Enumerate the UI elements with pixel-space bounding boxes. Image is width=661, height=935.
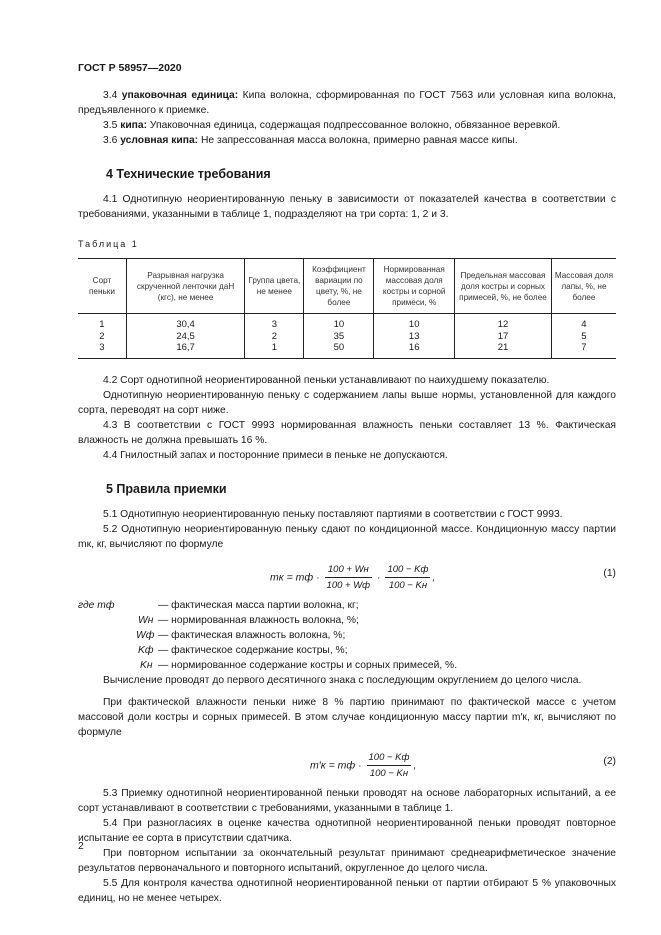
- table-cell: 1: [99, 319, 105, 330]
- term: кипа:: [120, 120, 148, 131]
- table-row: [78, 331, 616, 343]
- legend-line: [78, 658, 616, 673]
- punctuation: ,: [432, 570, 436, 583]
- formula-number: (2): [603, 755, 616, 767]
- term: условная кипа:: [120, 135, 199, 146]
- operator: ·: [377, 570, 381, 583]
- table-cell: 2: [99, 330, 105, 342]
- table-cell: 3: [78, 342, 126, 358]
- table-header-row: [78, 259, 616, 314]
- table-cell: 10: [304, 314, 374, 331]
- table-cell: 17: [455, 331, 552, 343]
- quality-table: [78, 258, 616, 359]
- numerator: 100 + Wн: [325, 562, 373, 578]
- table-cell: 4: [551, 314, 616, 331]
- table-cell: 24,5: [126, 331, 244, 343]
- table-header: Предельная массовая доля костры и сорных примесей, %, не более: [455, 259, 552, 314]
- symbol: где mф: [78, 599, 115, 611]
- denominator: 100 − Kн: [388, 579, 428, 591]
- paragraph: 5.1 Однотипную неориентированную пеньку поставляют партиями в соответствии с ГОСТ 9993.: [103, 508, 563, 520]
- paragraph: 5.5 Для контроля качества однотипной неориентированной пеньки от партии отбирают 5 % упаковочных единиц, но не менее четырех.: [78, 877, 616, 904]
- paragraph: 4.2 Сорт однотипной неориентированной пеньки устанавливают по наихудшему показателю.: [103, 374, 550, 386]
- table-cell: 7: [551, 342, 616, 358]
- paragraph: 5.4 При разногласиях в оценке качества однотипной неориентированной пеньки проводят повторное испытание ее сорта в присутствии сдатчика.: [78, 817, 616, 844]
- legend-line: [78, 643, 616, 658]
- document-header: ГОСТ Р 58957—2020: [78, 62, 182, 74]
- paragraph: 5.3 Приемку однотипной неориентированной пеньки проводят на основе лабораторных испытаний, а ее сорт устанавливают в соответствии с требованиями, указанными в таблице 1.: [78, 787, 616, 814]
- fraction: [325, 562, 373, 593]
- section-4-heading: 4 Технические требования: [106, 167, 271, 181]
- table-cell: 2: [245, 331, 304, 343]
- definition: — нормированное содержание костры и сорных примесей, %.: [158, 659, 458, 671]
- symbol: Kн: [140, 659, 153, 671]
- paragraph: Вычисление проводят до первого десятичного знака с последующим округлением до целого числа.: [103, 674, 582, 686]
- definition-3-4: 3.4 упаковочная единица: Кипа волокна, сформированная по ГОСТ 7563 или условная кипа волокна, предъявленного к приемке.: [78, 90, 616, 116]
- paragraph: При повторном испытании за окончательный результат принимают среднеарифметическое значение результатов первоначального и повторного испытаний, округленное до целого числа.: [78, 847, 616, 874]
- paragraph: При фактической влажности пеньки ниже 8 % партию принимают по фактической массе с учетом массовой доли костры и сорных примесей. В этом случае кондиционную массу партии m′к, кг, вычисляют по формуле: [78, 696, 616, 738]
- paragraph: 4.4 Гнилостный запах и посторонние примеси в пеньке не допускаются.: [103, 449, 448, 461]
- formula-number: (1): [603, 567, 616, 579]
- paragraph: 4.3 В соответствии с ГОСТ 9993 нормированная влажность пеньки составляет 13 %. Фактическая влажность не должна превышать 16 %.: [78, 419, 616, 446]
- formula-expression: [310, 750, 416, 781]
- fraction: [385, 562, 430, 593]
- table-cell: 30,4: [126, 314, 244, 331]
- definition-3-5: 3.5 кипа: Упаковочная единица, содержащая подпрессованное волокно, обвязанное веревкой.: [103, 120, 561, 131]
- table-row: [78, 342, 616, 358]
- formula-2: [78, 742, 616, 782]
- table-cell: 35: [304, 331, 374, 343]
- table-caption: Таблица 1: [78, 239, 139, 249]
- table-cell: 12: [455, 314, 552, 331]
- table-header: Сорт пеньки: [78, 259, 126, 314]
- table-row: [78, 314, 616, 331]
- symbol: Kф: [138, 644, 154, 656]
- document-body: [78, 88, 616, 906]
- definition-3-6: 3.6 условная кипа: Не запрессованная масса волокна, примерно равная массе кипы.: [103, 135, 518, 146]
- definition: — фактическая масса партии волокна, кг;: [158, 599, 359, 611]
- table-cell: 5: [551, 331, 616, 343]
- term: упаковочная единица:: [121, 90, 239, 101]
- formula-1: [78, 554, 616, 594]
- table-header: Группа цвета, не менее: [245, 259, 304, 314]
- paragraph: 4.1 Однотипную неориентированную пеньку в зависимости от показателей качества в соответствии с требованиями, указанными в таблице 1, подразделяют на три сорта: 1, 2 и 3.: [78, 194, 616, 220]
- symbol: Wф: [136, 629, 155, 641]
- variable-legend: [78, 598, 616, 673]
- section-5-heading: 5 Правила приемки: [106, 481, 227, 496]
- formula-expression: [270, 562, 435, 593]
- table-cell: 10: [374, 314, 455, 331]
- table-cell: 21: [455, 342, 552, 358]
- table-header: Коэффициент вариации по цвету, %, не более: [304, 259, 374, 314]
- page-number: 2: [78, 841, 84, 852]
- paragraph: 5.2 Однотипную неориентированную пеньку сдают по кондиционной массе. Кондиционную массу партии mк, кг, вычисляют по формуле: [78, 523, 616, 550]
- table-cell: 16,7: [126, 342, 244, 358]
- formula-lhs: mк = mф ·: [270, 570, 320, 583]
- paragraph: Однотипную неориентированную пеньку с содержанием лапы выше нормы, установленной для каждого сорта, переводят на сорт ниже.: [78, 389, 616, 416]
- table-cell: 13: [374, 331, 455, 343]
- table-header: Массовая доля лапы, %, не более: [551, 259, 616, 314]
- denominator: 100 − Kн: [369, 767, 409, 779]
- table-cell: 50: [304, 342, 374, 358]
- punctuation: ,: [413, 758, 417, 771]
- table-header: Разрывная нагрузка скрученной ленточки даН (кгс), не менее: [126, 259, 244, 314]
- table-header: Нормированная массовая доля костры и сорной примеси, %: [374, 259, 455, 314]
- table-cell: 16: [374, 342, 455, 358]
- legend-line: [78, 628, 616, 643]
- legend-line: [78, 598, 616, 613]
- table-cell: 3: [245, 314, 304, 331]
- definition: — фактическая влажность волокна, %;: [158, 629, 346, 641]
- numerator: 100 − Kф: [367, 750, 412, 766]
- definition: — нормированная влажность волокна, %;: [158, 614, 359, 626]
- symbol: Wн: [138, 614, 154, 626]
- denominator: 100 + Wф: [326, 579, 371, 591]
- definition: — фактическое содержание костры, %;: [158, 644, 348, 656]
- formula-lhs: m′к = mф ·: [310, 758, 362, 771]
- fraction: [367, 750, 412, 781]
- legend-line: [78, 613, 616, 628]
- numerator: 100 − Kф: [385, 562, 430, 578]
- table-cell: 1: [245, 342, 304, 358]
